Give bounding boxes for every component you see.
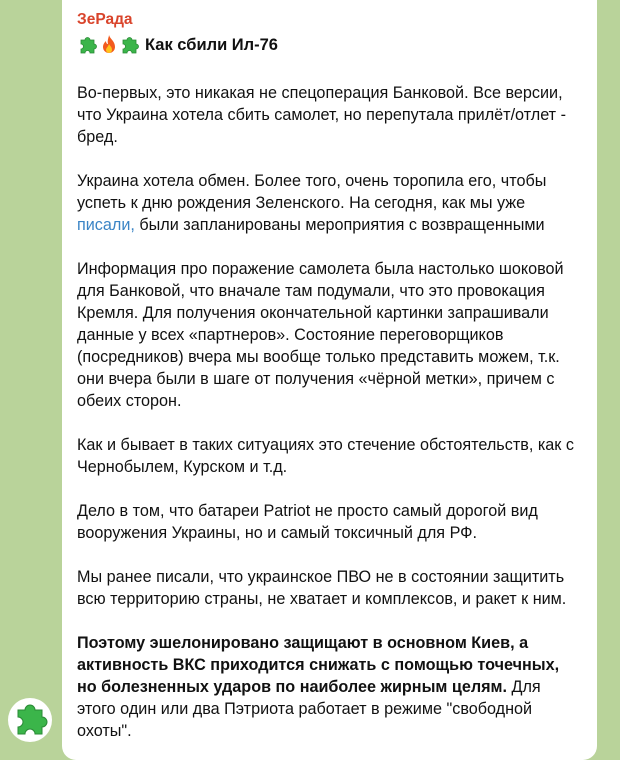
fire-icon xyxy=(99,34,119,56)
paragraph-2-text-start: Украина хотела обмен. Более того, очень торопила его, чтобы успеть к дню рождения Зеленского. На сегодня, как мы уже xyxy=(77,172,547,212)
message-title: Как сбили Ил-76 xyxy=(145,35,278,54)
puzzle-icon xyxy=(119,34,141,56)
title-emoji-group xyxy=(77,34,141,56)
paragraph-5: Дело в том, что батареи Patriot не просто самый дорогой вид вооружения Украины, но и самый токсичный для РФ. xyxy=(77,502,538,542)
puzzle-icon xyxy=(77,34,99,56)
sender-name[interactable]: ЗеРада xyxy=(77,11,133,28)
paragraph-7 xyxy=(77,632,579,742)
message-title-row xyxy=(77,32,579,58)
paragraph-3: Информация про поражение самолета была настолько шоковой для Банковой, что вначале там подумали, что это провокация Кремля. Для получения окончательной картинки запрашивали данные у всех «партнеров». Состояние переговорщиков (посредников) вчера мы вообще только представить можем, т.к. они вчера были в шаге от получения «чёрной метки», причем с обеих сторон. xyxy=(77,260,564,410)
paragraph-4: Как и бывает в таких ситуациях это стечение обстоятельств, как с Чернобылем, Курском и т.д. xyxy=(77,436,574,476)
message-bubble xyxy=(62,0,597,760)
written-link[interactable]: писали, xyxy=(77,216,135,234)
paragraph-2 xyxy=(77,170,579,236)
paragraph-7-bold: Поэтому эшелонировано защищают в основном Киев, а активность ВКС приходится снижать с помощью точечных, но болезненных ударов по наиболее жирным целям. xyxy=(77,634,560,696)
channel-avatar[interactable] xyxy=(8,698,52,742)
paragraph-1: Во-первых, это никакая не спецоперация Банковой. Все версии, что Украина хотела сбить самолет, но перепутала прилёт/отлет - бред. xyxy=(77,84,566,146)
paragraph-2-text-end: были запланированы мероприятия с возвращенными xyxy=(134,216,545,234)
paragraph-6: Мы ранее писали, что украинское ПВО не в состоянии защитить всю территорию страны, не хватает и комплексов, и ракет к ним. xyxy=(77,568,567,608)
paragraph-7-rest: Для этого один или два Пэтриота работает в режиме "свободной охоты". xyxy=(77,678,541,740)
